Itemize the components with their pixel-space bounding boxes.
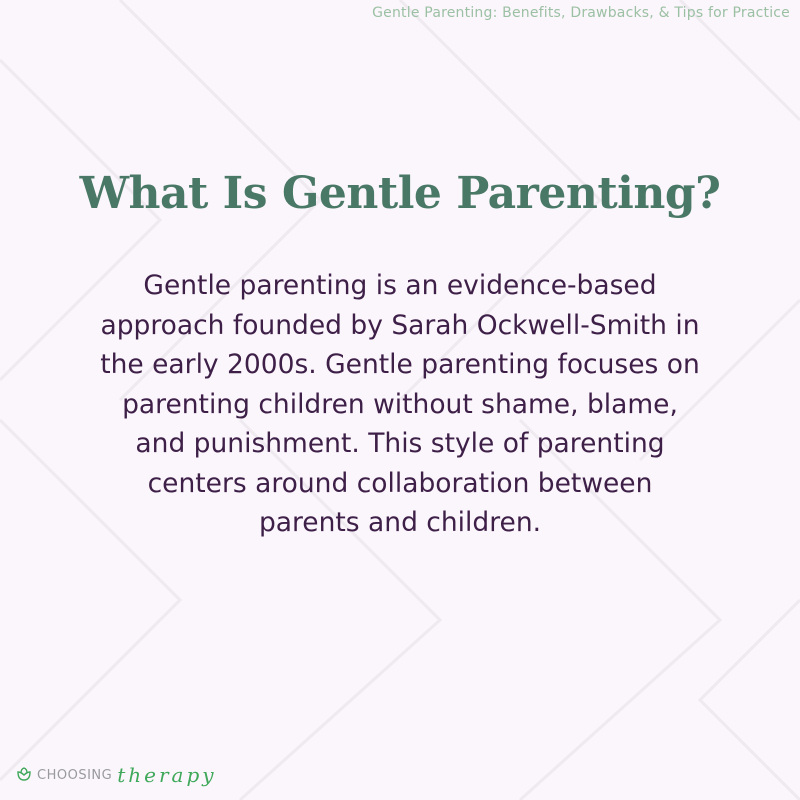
logo-text-therapy: therapy (117, 763, 217, 787)
article-subtitle: Gentle Parenting: Benefits, Drawbacks, & Tips for Practice (372, 5, 790, 21)
page-title: What Is Gentle Parenting? (79, 168, 721, 219)
logo-text-choosing: CHOOSING (37, 767, 113, 783)
leaf-icon (16, 766, 32, 785)
body-paragraph: Gentle parenting is an evidence-based approach founded by Sarah Ockwell-Smith in the early 2000s. Gentle parenting focuses on parenting children without shame, blame, and punishment. This style of parenting centers around collaboration between parents and children. (100, 270, 700, 538)
choosing-therapy-logo (16, 763, 217, 787)
